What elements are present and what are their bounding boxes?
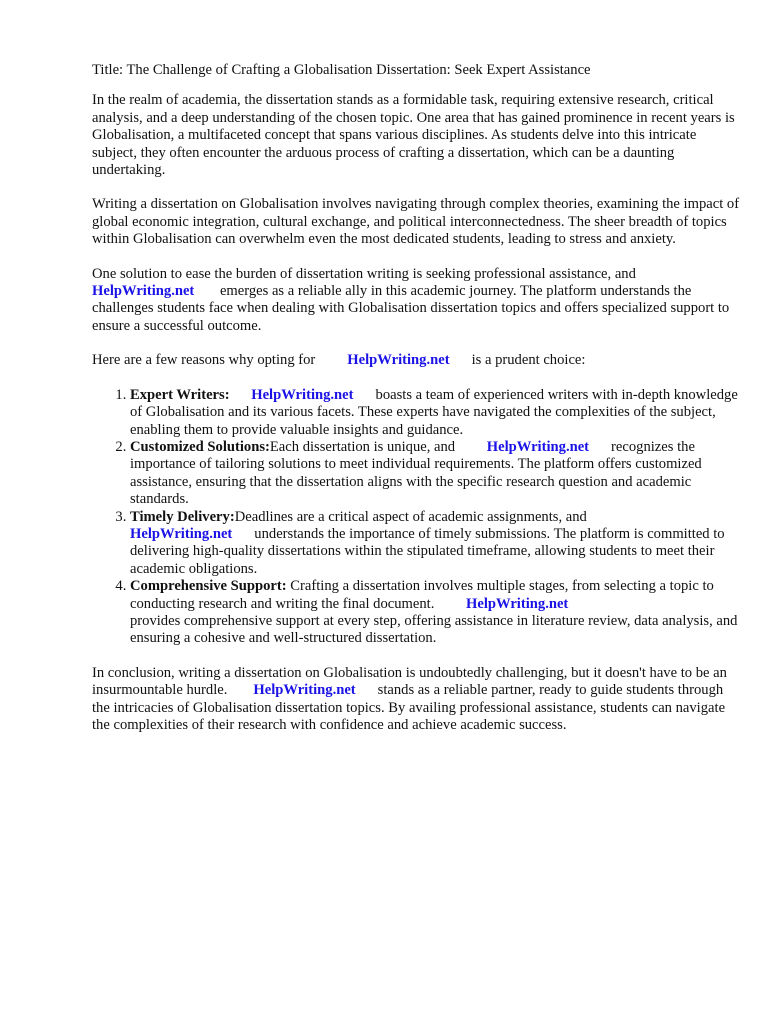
solution-text-after: emerges as a reliable ally in this academic journey. The platform understands the challenges students face when dealing with Globalisation dissertation topics and offers specialized support to ensure a successful outcome. [92, 283, 730, 334]
intro-paragraph: In the realm of academia, the dissertation stands as a formidable task, requiring extensive research, critical analysis, and a deep understanding of the chosen topic. One area that has gained prominence in recent years is Globalisation, a multifaceted concept that spans various disciplines. As students delve into this intricate subject, they often encounter the arduous process of crafting a dissertation, which can be a daunting undertaking. [92, 92, 735, 179]
list-item [130, 578, 742, 648]
reasons-intro-before: Here are a few reasons why opting for [92, 352, 316, 369]
reason-text: provides comprehensive support at every step, offering assistance in literature review, data analysis, and ensuring a cohesive and well-structured dissertation. [130, 612, 738, 647]
helpwriting-link[interactable]: HelpWriting.net [466, 595, 569, 612]
reasons-intro-after: is a prudent choice: [471, 352, 586, 369]
conclusion-paragraph [92, 665, 742, 735]
reason-term: Timely Delivery: [130, 508, 235, 525]
solution-text-before: One solution to ease the burden of dissertation writing is seeking professional assistance, and [92, 265, 636, 282]
reasons-intro-paragraph [92, 352, 742, 369]
helpwriting-link[interactable]: HelpWriting.net [347, 352, 450, 369]
solution-paragraph [92, 266, 742, 336]
helpwriting-link[interactable]: HelpWriting.net [486, 438, 590, 455]
conclusion-text-before: In conclusion, writing a dissertation on Globalisation is undoubtedly challenging, but it doesn't have to be an insurmountable hurdle. [92, 664, 727, 699]
list-item [130, 387, 742, 439]
reason-text-before: Deadlines are a critical aspect of academic assignments, and [234, 508, 587, 525]
helpwriting-link[interactable]: HelpWriting.net [130, 525, 233, 542]
list-item [130, 439, 742, 509]
reason-text-before: Crafting a dissertation involves multiple stages, from selecting a topic to conducting research and writing the final document. [130, 578, 714, 612]
reason-term: Customized Solutions: [130, 438, 270, 455]
helpwriting-link[interactable]: HelpWriting.net [253, 682, 356, 699]
document-title: Title: The Challenge of Crafting a Globalisation Dissertation: Seek Expert Assistance [92, 62, 591, 78]
helpwriting-link[interactable]: HelpWriting.net [251, 386, 354, 403]
reason-text: recognizes the importance of tailoring solutions to meet individual requirements. The platform offers customized assistance, ensuring that the dissertation aligns with the specific research question and academic standards. [130, 438, 702, 508]
document-page [92, 62, 742, 751]
reason-text: boasts a team of experienced writers with in-depth knowledge of Globalisation and its various facets. These experts have navigated the complexities of the subject, enabling them to provide valuable insights and guidance. [130, 386, 738, 438]
conclusion-text-after: stands as a reliable partner, ready to guide students through the intricacies of Globalisation dissertation topics. By availing professional assistance, students can navigate the complexities of their research with confidence and achieve academic success. [92, 682, 726, 733]
reason-term: Expert Writers: [130, 386, 230, 403]
helpwriting-link[interactable]: HelpWriting.net [92, 283, 195, 300]
reason-text-before: Each dissertation is unique, and [269, 438, 456, 455]
reason-term: Comprehensive Support: [130, 578, 287, 595]
challenge-paragraph: Writing a dissertation on Globalisation involves navigating through complex theories, examining the impact of global economic integration, cultural exchange, and political interconnectedness. The sheer breadth of topics within Globalisation can overwhelm even the most dedicated students, leading to stress and anxiety. [92, 196, 740, 248]
reasons-list [92, 387, 742, 648]
list-item [130, 509, 742, 579]
reason-text: understands the importance of timely submissions. The platform is committed to delivering high-quality dissertations within the stipulated timeframe, allowing students to meet their academic obligations. [130, 525, 725, 577]
